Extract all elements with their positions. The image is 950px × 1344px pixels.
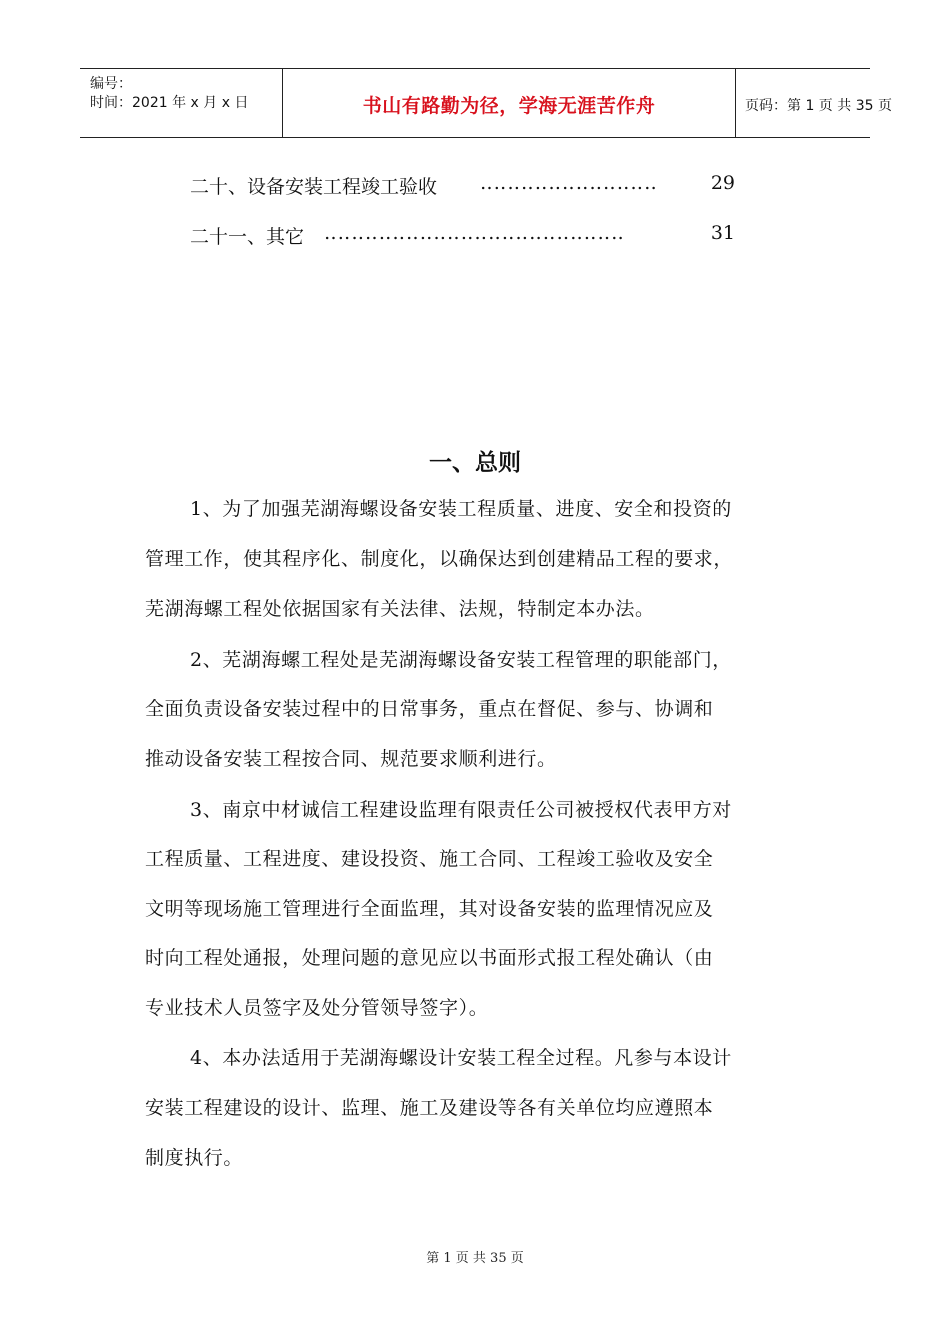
document-header xyxy=(80,68,892,138)
toc-entry-title: 二十、设备安装工程竣工验收 xyxy=(190,176,438,198)
time-label: 时间：2021 年 x 月 x 日 xyxy=(90,95,249,111)
body-line: 4、本办法适用于芜湖海螺设计安装工程全过程。凡参与本设计 xyxy=(190,1047,732,1069)
body-line: 专业技术人员签字及处分管领导签字）。 xyxy=(145,997,489,1019)
header-info-cell xyxy=(80,69,282,137)
motto-text: 书山有路勤为径，学海无涯苦作舟 xyxy=(362,95,656,117)
toc-entry-leader: ‥‥‥‥‥‥‥‥‥‥‥‥‥‥‥‥‥‥‥‥‥‥ xyxy=(324,222,625,244)
page-info: 页码：第 1 页 共 35 页 xyxy=(745,98,892,114)
body-line: 时向工程处通报，处理问题的意见应以书面形式报工程处确认（由 xyxy=(145,947,714,969)
body-line: 安装工程建设的设计、监理、施工及建设等各有关单位均应遵照本 xyxy=(145,1097,714,1119)
body-line: 制度执行。 xyxy=(145,1147,244,1169)
body-line: 管理工作，使其程序化、制度化，以确保达到创建精品工程的要求， xyxy=(145,548,734,570)
body-line: 推动设备安装工程按合同、规范要求顺利进行。 xyxy=(145,748,557,770)
page-footer: 第 1 页 共 35 页 xyxy=(426,1251,524,1266)
section-heading: 一、总则 xyxy=(429,450,521,476)
toc-entry xyxy=(190,222,735,252)
toc-entry-page: 29 xyxy=(710,172,735,194)
body-line: 2、芜湖海螺工程处是芜湖海螺设备安装工程管理的职能部门， xyxy=(190,649,732,671)
number-label: 编号： xyxy=(90,76,132,92)
toc-entry-title: 二十一、其它 xyxy=(190,226,305,248)
header-motto-cell xyxy=(282,69,736,137)
toc-entry-leader: ‥‥‥‥‥‥‥‥‥‥‥‥‥ xyxy=(480,172,658,194)
body-line: 3、南京中材诚信工程建设监理有限责任公司被授权代表甲方对 xyxy=(190,799,732,821)
body-line: 文明等现场施工管理进行全面监理，其对设备安装的监理情况应及 xyxy=(145,898,714,920)
toc-entry xyxy=(190,172,735,202)
toc-entry-page: 31 xyxy=(710,222,735,244)
body-line: 全面负责设备安装过程中的日常事务，重点在督促、参与、协调和 xyxy=(145,698,714,720)
body-line: 工程质量、工程进度、建设投资、施工合同、工程竣工验收及安全 xyxy=(145,848,714,870)
header-page-cell xyxy=(735,69,892,137)
body-line: 1、为了加强芜湖海螺设备安装工程质量、进度、安全和投资的 xyxy=(190,498,732,520)
body-line: 芜湖海螺工程处依据国家有关法律、法规，特制定本办法。 xyxy=(145,598,655,620)
